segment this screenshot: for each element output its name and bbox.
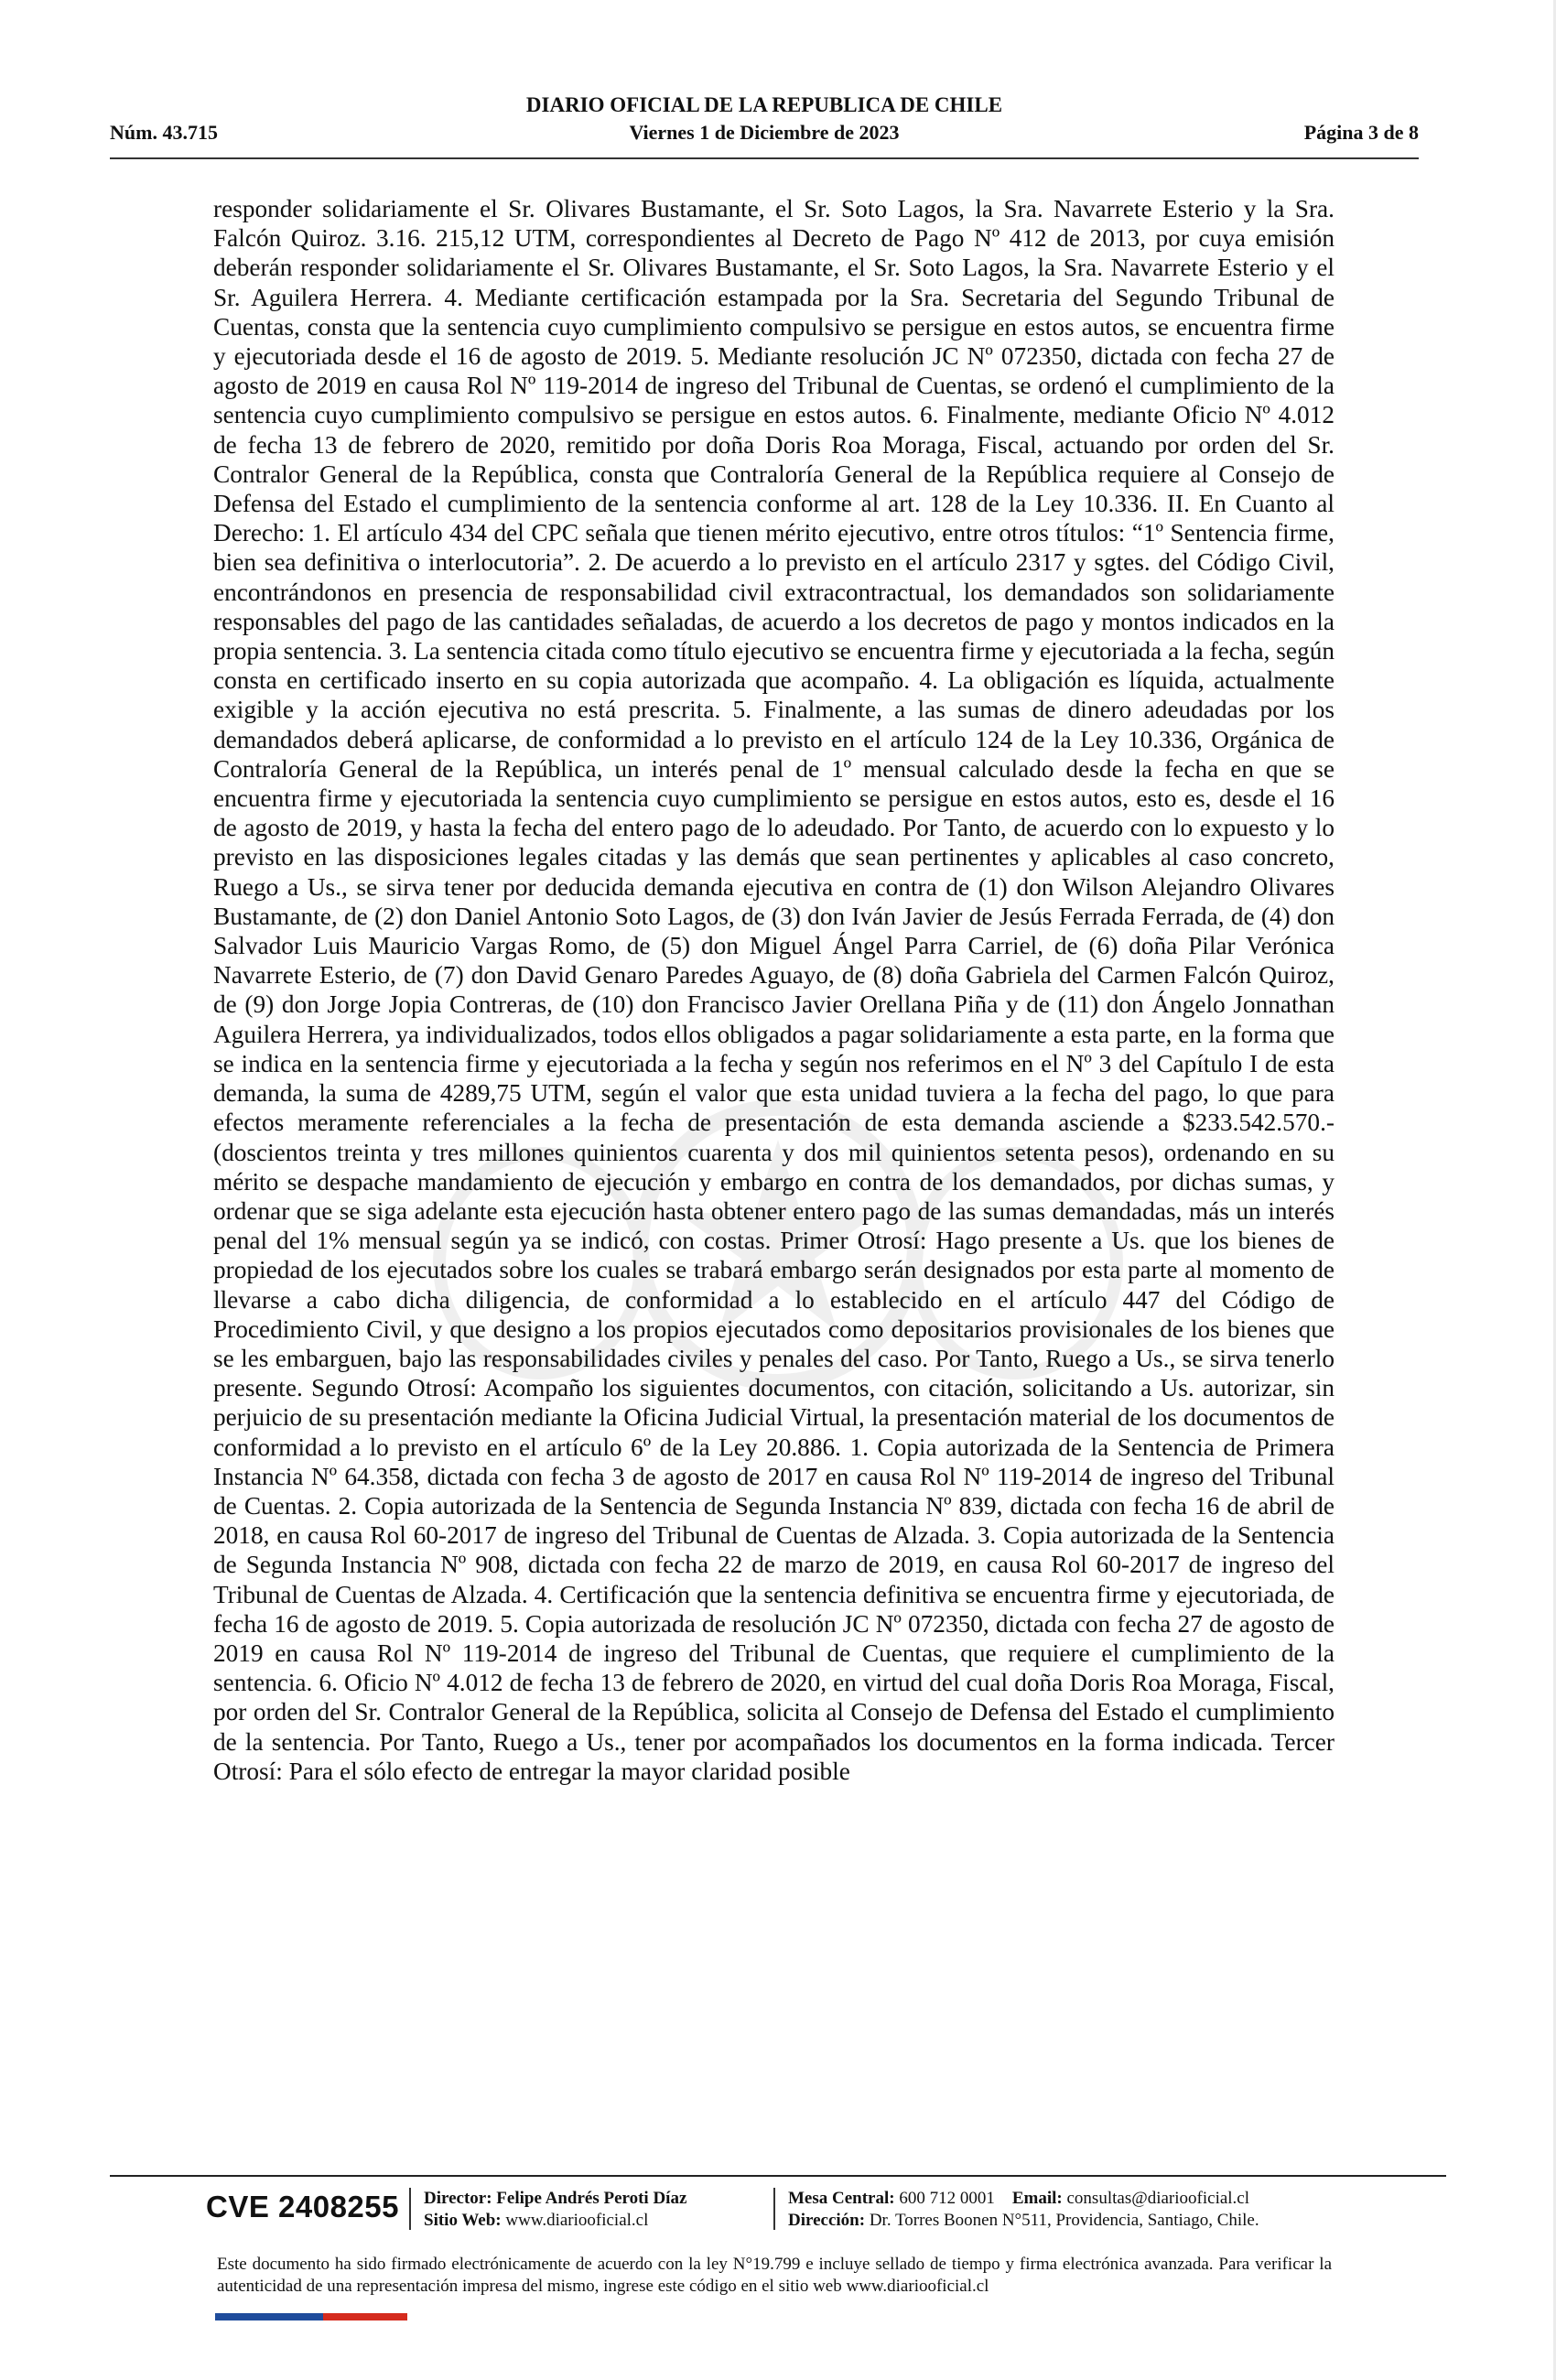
- website-label: Sitio Web:: [424, 2211, 502, 2230]
- header-divider: [110, 157, 1419, 159]
- issue-date: Viernes 1 de Diciembre de 2023: [629, 121, 900, 144]
- publication-title: DIARIO OFICIAL DE LA REPUBLICA DE CHILE: [525, 93, 1003, 116]
- page-number: Página 3 de 8: [1303, 121, 1419, 144]
- address-text: Dr. Torres Boonen N°511, Providencia, Santiago, Chile.: [869, 2211, 1259, 2230]
- footer-separator: [773, 2188, 775, 2230]
- director-name: Felipe Andrés Peroti Díaz: [496, 2189, 687, 2208]
- footer-separator: [409, 2188, 411, 2230]
- phone-label: Mesa Central:: [788, 2189, 895, 2208]
- document-body: responder solidariamente el Sr. Olivares Bustamante, el Sr. Soto Lagos, la Sra. Navarrete Esterio y la Sra. Falcón Quiroz. 3.16. 215,12 UTM, correspondientes al Decreto de Pago Nº 412 de 2013, por cuya emisión deberán responder solidariamente el Sr. Olivares Bustamante, el Sr. Soto Lagos, la Sra. Navarrete Esterio y el Sr. Aguilera Herrera. 4. Mediante certificación estampada por la Sra. Secretaria del Segundo Tribunal de Cuentas, consta que la sentencia cuyo cumplimiento compulsivo se persigue en estos autos, se encuentra firme y ejecutoriada desde el 16 de agosto de 2019. 5. Mediante resolución JC Nº 072350, dictada con fecha 27 de agosto de 2019 en causa Rol Nº 119-2014 de ingreso del Tribunal de Cuentas, se ordenó el cumplimiento de la sentencia cuyo cumplimiento compulsivo se persigue en estos autos. 6. Finalmente, mediante Oficio Nº 4.012 de fecha 13 de febrero de 2020, remitido por doña Doris Roa Moraga, Fiscal, actuando por orden del Sr. Contralor General de la República, consta que Contraloría General de la República requiere al Consejo de Defensa del Estado el cumplimiento de la sentencia conforme al art. 128 de la Ley 10.336. II. En Cuanto al Derecho: 1. El artículo 434 del CPC señala que tienen mérito ejecutivo, entre otros títulos: “1º Sentencia firme, bien sea definitiva o interlocutoria”. 2. De acuerdo a lo previsto en el artículo 2317 y sgtes. del Código Civil, encontrándonos en presencia de responsabilidad civil extracontractual, los demandados son solidariamente responsables del pago de las cantidades señaladas, de acuerdo a los decretos de pago y montos indicados en la propia sentencia. 3. La sentencia citada como título ejecutivo se encuentra firme y ejecutoriada a la fecha, según consta en certificado inserto en su copia autorizada que acompaño. 4. La obligación es líquida, actualmente exigible y la acción ejecutiva no está prescrita. 5. Finalmente, a las sumas de dinero adeudadas por los demandados deberá aplicarse, de conformidad a lo previsto en el artículo 124 de la Ley 10.336, Orgánica de Contraloría General de la República, un interés penal de 1º mensual calculado desde la fecha en que se encuentra firme y ejecutoriada la sentencia cuyo cumplimiento se persigue en estos autos, esto es, desde el 16 de agosto de 2019, y hasta la fecha del entero pago de lo adeudado. Por Tanto, de acuerdo con lo expuesto y lo previsto en las disposiciones legales citadas y las demás que sean pertinentes y aplicables al caso concreto, Ruego a Us., se sirva tener por deducida demanda ejecutiva en contra de (1) don Wilson Alejandro Olivares Bustamante, de (2) don Daniel Antonio Soto Lagos, de (3) don Iván Javier de Jesús Ferrada Ferrada, de (4) don Salvador Luis Mauricio Vargas Romo, de (5) don Miguel Ángel Parra Carriel, de (6) doña Pilar Verónica Navarrete Esterio, de (7) don David Genaro Paredes Aguayo, de (8) doña Gabriela del Carmen Falcón Quiroz, de (9) don Jorge Jopia Contreras, de (10) don Francisco Javier Orellana Piña y de (11) don Ángelo Jonnathan Aguilera Herrera, ya individualizados, todos ellos obligados a pagar solidariamente a esta parte, en la forma que se indica en la sentencia firme y ejecutoriada a la fecha y según nos referimos en el Nº 3 del Capítulo I de esta demanda, la suma de 4289,75 UTM, según el valor que esta unidad tuviera a la fecha del pago, lo que para efectos meramente referenciales a la fecha de presentación de esta demanda asciende a $233.542.570.- (doscientos treinta y tres millones quinientos cuarenta y dos mil quinientos setenta pesos), ordenando en su mérito se despache mandamiento de ejecución y embargo en contra de los demandados, por dichas sumas, y ordenar que se siga adelante esta ejecución hasta obtener entero pago de las sumas demandadas, más un interés penal del 1% mensual según ya se indicó, con costas. Primer Otrosí: Hago presente a Us. que los bienes de propiedad de los ejecutados sobre los cuales se trabará embargo serán designados por esta parte al momento de llevarse a cabo dicha diligencia, de conformidad a lo establecido en el artículo 447 del Código de Procedimiento Civil, y que designo a los propios ejecutados como depositarios provisionales de los bienes que se les embarguen, bajo las responsabilidades civiles y penales del caso. Por Tanto, Ruego a Us., se sirva tenerlo presente. Segundo Otrosí: Acompaño los siguientes documentos, con citación, solicitando a Us. autorizar, sin perjuicio de su presentación mediante la Oficina Judicial Virtual, la presentación material de los documentos de conformidad a lo previsto en el artículo 6º de la Ley 20.886. 1. Copia autorizada de la Sentencia de Primera Instancia Nº 64.358, dictada con fecha 3 de agosto de 2017 en causa Rol Nº 119-2014 de ingreso del Tribunal de Cuentas. 2. Copia autorizada de la Sentencia de Segunda Instancia Nº 839, dictada con fecha 16 de abril de 2018, en causa Rol 60-2017 de ingreso del Tribunal de Cuentas de Alzada. 3. Copia autorizada de la Sentencia de Segunda Instancia Nº 908, dictada con fecha 22 de marzo de 2019, en causa Rol 60-2017 de ingreso del Tribunal de Cuentas de Alzada. 4. Certificación que la sentencia definitiva se encuentra firme y ejecutoriada, de fecha 16 de agosto de 2019. 5. Copia autorizada de resolución JC Nº 072350, dictada con fecha 27 de agosto de 2019 en causa Rol Nº 119-2014 de ingreso del Tribunal de Cuentas, que requiere el cumplimiento de la sentencia. 6. Oficio Nº 4.012 de fecha 13 de febrero de 2020, en virtud del cual doña Doris Roa Moraga, Fiscal, por orden del Sr. Contralor General de la República, solicita al Consejo de Defensa del Estado el cumplimiento de la sentencia. Por Tanto, Ruego a Us., tener por acompañados los documentos en la forma indicada. Tercer Otrosí: Para el sólo efecto de entregar la mayor claridad posible: [213, 195, 1334, 1785]
- email-label: Email:: [1011, 2189, 1063, 2208]
- address-label: Dirección:: [788, 2211, 866, 2230]
- contact-block: [788, 2188, 1259, 2232]
- flag-stripe-blue: [215, 2313, 323, 2320]
- phone-number: 600 712 0001: [899, 2189, 995, 2208]
- page-footer: [206, 2182, 1451, 2246]
- issue-number: Núm. 43.715: [110, 121, 218, 144]
- website-link[interactable]: www.diariooficial.cl: [505, 2211, 649, 2230]
- flag-stripe-red: [323, 2313, 407, 2320]
- cve-code: CVE 2408255: [206, 2190, 399, 2223]
- email-link[interactable]: consultas@diariooficial.cl: [1066, 2189, 1250, 2208]
- page-header: [110, 92, 1419, 156]
- director-label: Director:: [424, 2189, 492, 2208]
- signature-note: Este documento ha sido firmado electrónicamente de acuerdo con la ley N°19.799 e incluye sellado de tiempo y firma electrónica avanzada. Para verificar la autenticidad de una representación impresa del mismo, ingrese este código en el sitio web www.diariooficial.cl: [217, 2255, 1332, 2296]
- footer-divider: [110, 2175, 1446, 2177]
- director-block: [424, 2188, 686, 2232]
